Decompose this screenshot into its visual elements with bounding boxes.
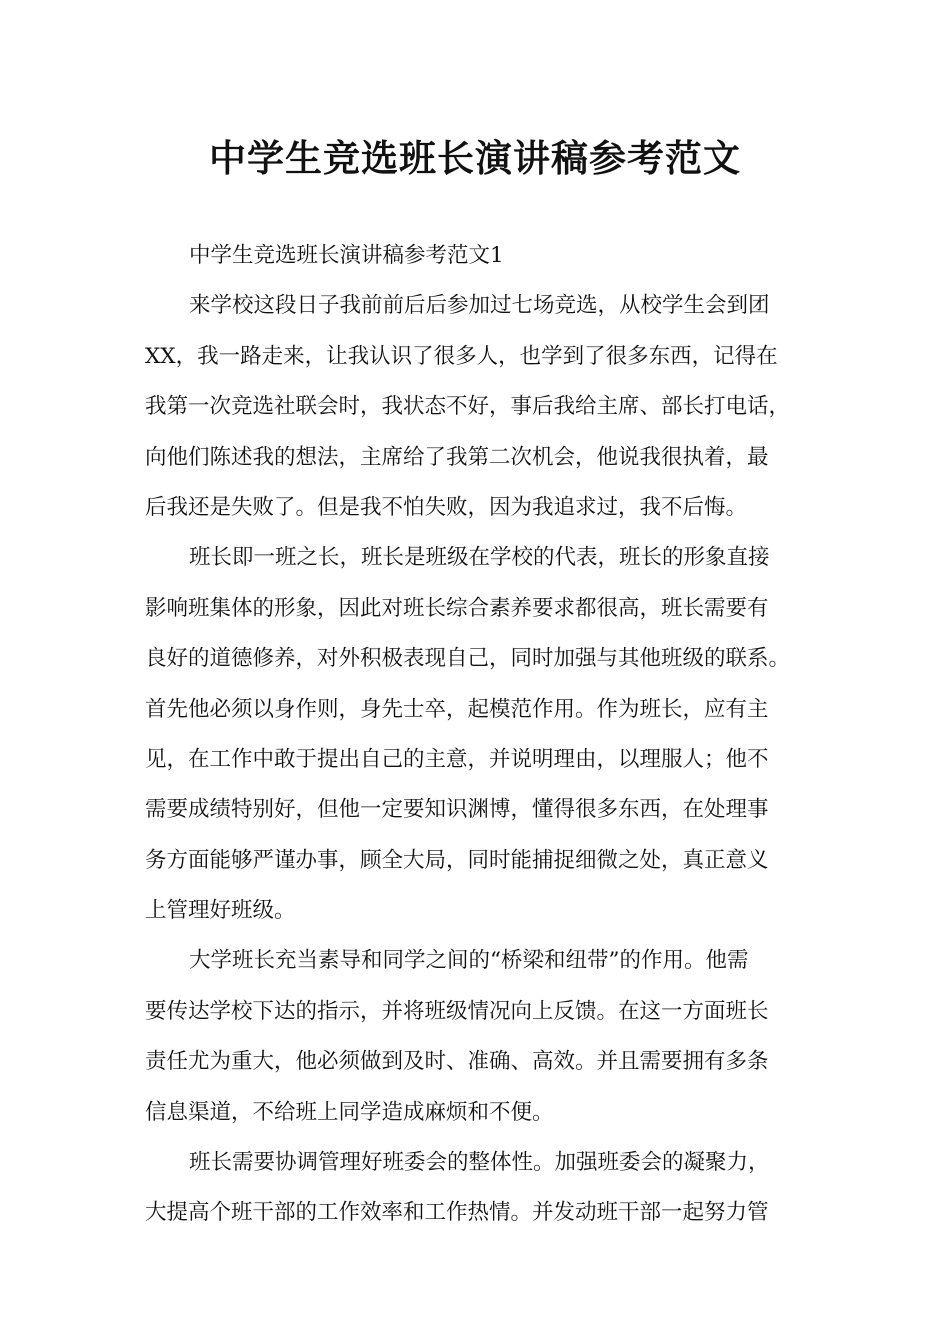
- paragraph-line: 大学班长充当素导和同学之间的“桥梁和纽带”的作用。他需: [189, 948, 749, 974]
- paragraph-line: 首先他必须以身作则，身先士卒，起模范作用。作为班长，应有主: [145, 696, 769, 722]
- paragraph-line: 向他们陈述我的想法，主席给了我第二次机会，他说我很执着，最: [145, 444, 769, 470]
- document-title: 中学生竞选班长演讲稿参考范文: [209, 137, 741, 180]
- paragraph-line: 信息渠道，不给班上同学造成麻烦和不便。: [145, 1099, 554, 1125]
- paragraph-line: XX，我一路走来，让我认识了很多人，也学到了很多东西，记得在: [145, 343, 778, 369]
- paragraph-line: 我第一次竞选社联会时，我状态不好，事后我给主席、部长打电话，: [145, 394, 791, 420]
- paragraph-line: 务方面能够严谨办事，顾全大局，同时能捕捉细微之处，真正意义: [145, 847, 769, 873]
- paragraph-line: 来学校这段日子我前前后后参加过七场竞选，从校学生会到团: [189, 293, 770, 319]
- paragraph-line: 后我还是失败了。但是我不怕失败，因为我追求过，我不后悔。: [145, 494, 748, 520]
- paragraph-line: 班长即一班之长，班长是班级在学校的代表，班长的形象直接: [189, 545, 770, 571]
- paragraph-line: 大提高个班干部的工作效率和工作热情。并发动班干部一起努力管: [145, 1200, 769, 1226]
- paragraph-line: 影响班集体的形象，因此对班长综合素养要求都很高，班长需要有: [145, 595, 769, 621]
- section-heading: 中学生竞选班长演讲稿参考范文1: [189, 243, 504, 268]
- paragraph-line: 要传达学校下达的指示，并将班级情况向上反馈。在这一方面班长: [145, 998, 769, 1024]
- paragraph-line: 见，在工作中敢于提出自己的主意，并说明理由，以理服人；他不: [145, 746, 769, 772]
- paragraph-line: 责任尤为重大，他必须做到及时、准确、高效。并且需要拥有多条: [145, 1049, 769, 1075]
- paragraph-line: 良好的道德修养，对外积极表现自己，同时加强与其他班级的联系。: [145, 646, 791, 672]
- paragraph-line: 需要成绩特别好，但他一定要知识渊博，懂得很多东西，在处理事: [145, 797, 769, 823]
- document-body: [145, 231, 825, 1239]
- paragraph-line: 上管理好班级。: [145, 898, 296, 924]
- paragraph-line: 班长需要协调管理好班委会的整体性。加强班委会的凝聚力，: [189, 1150, 770, 1176]
